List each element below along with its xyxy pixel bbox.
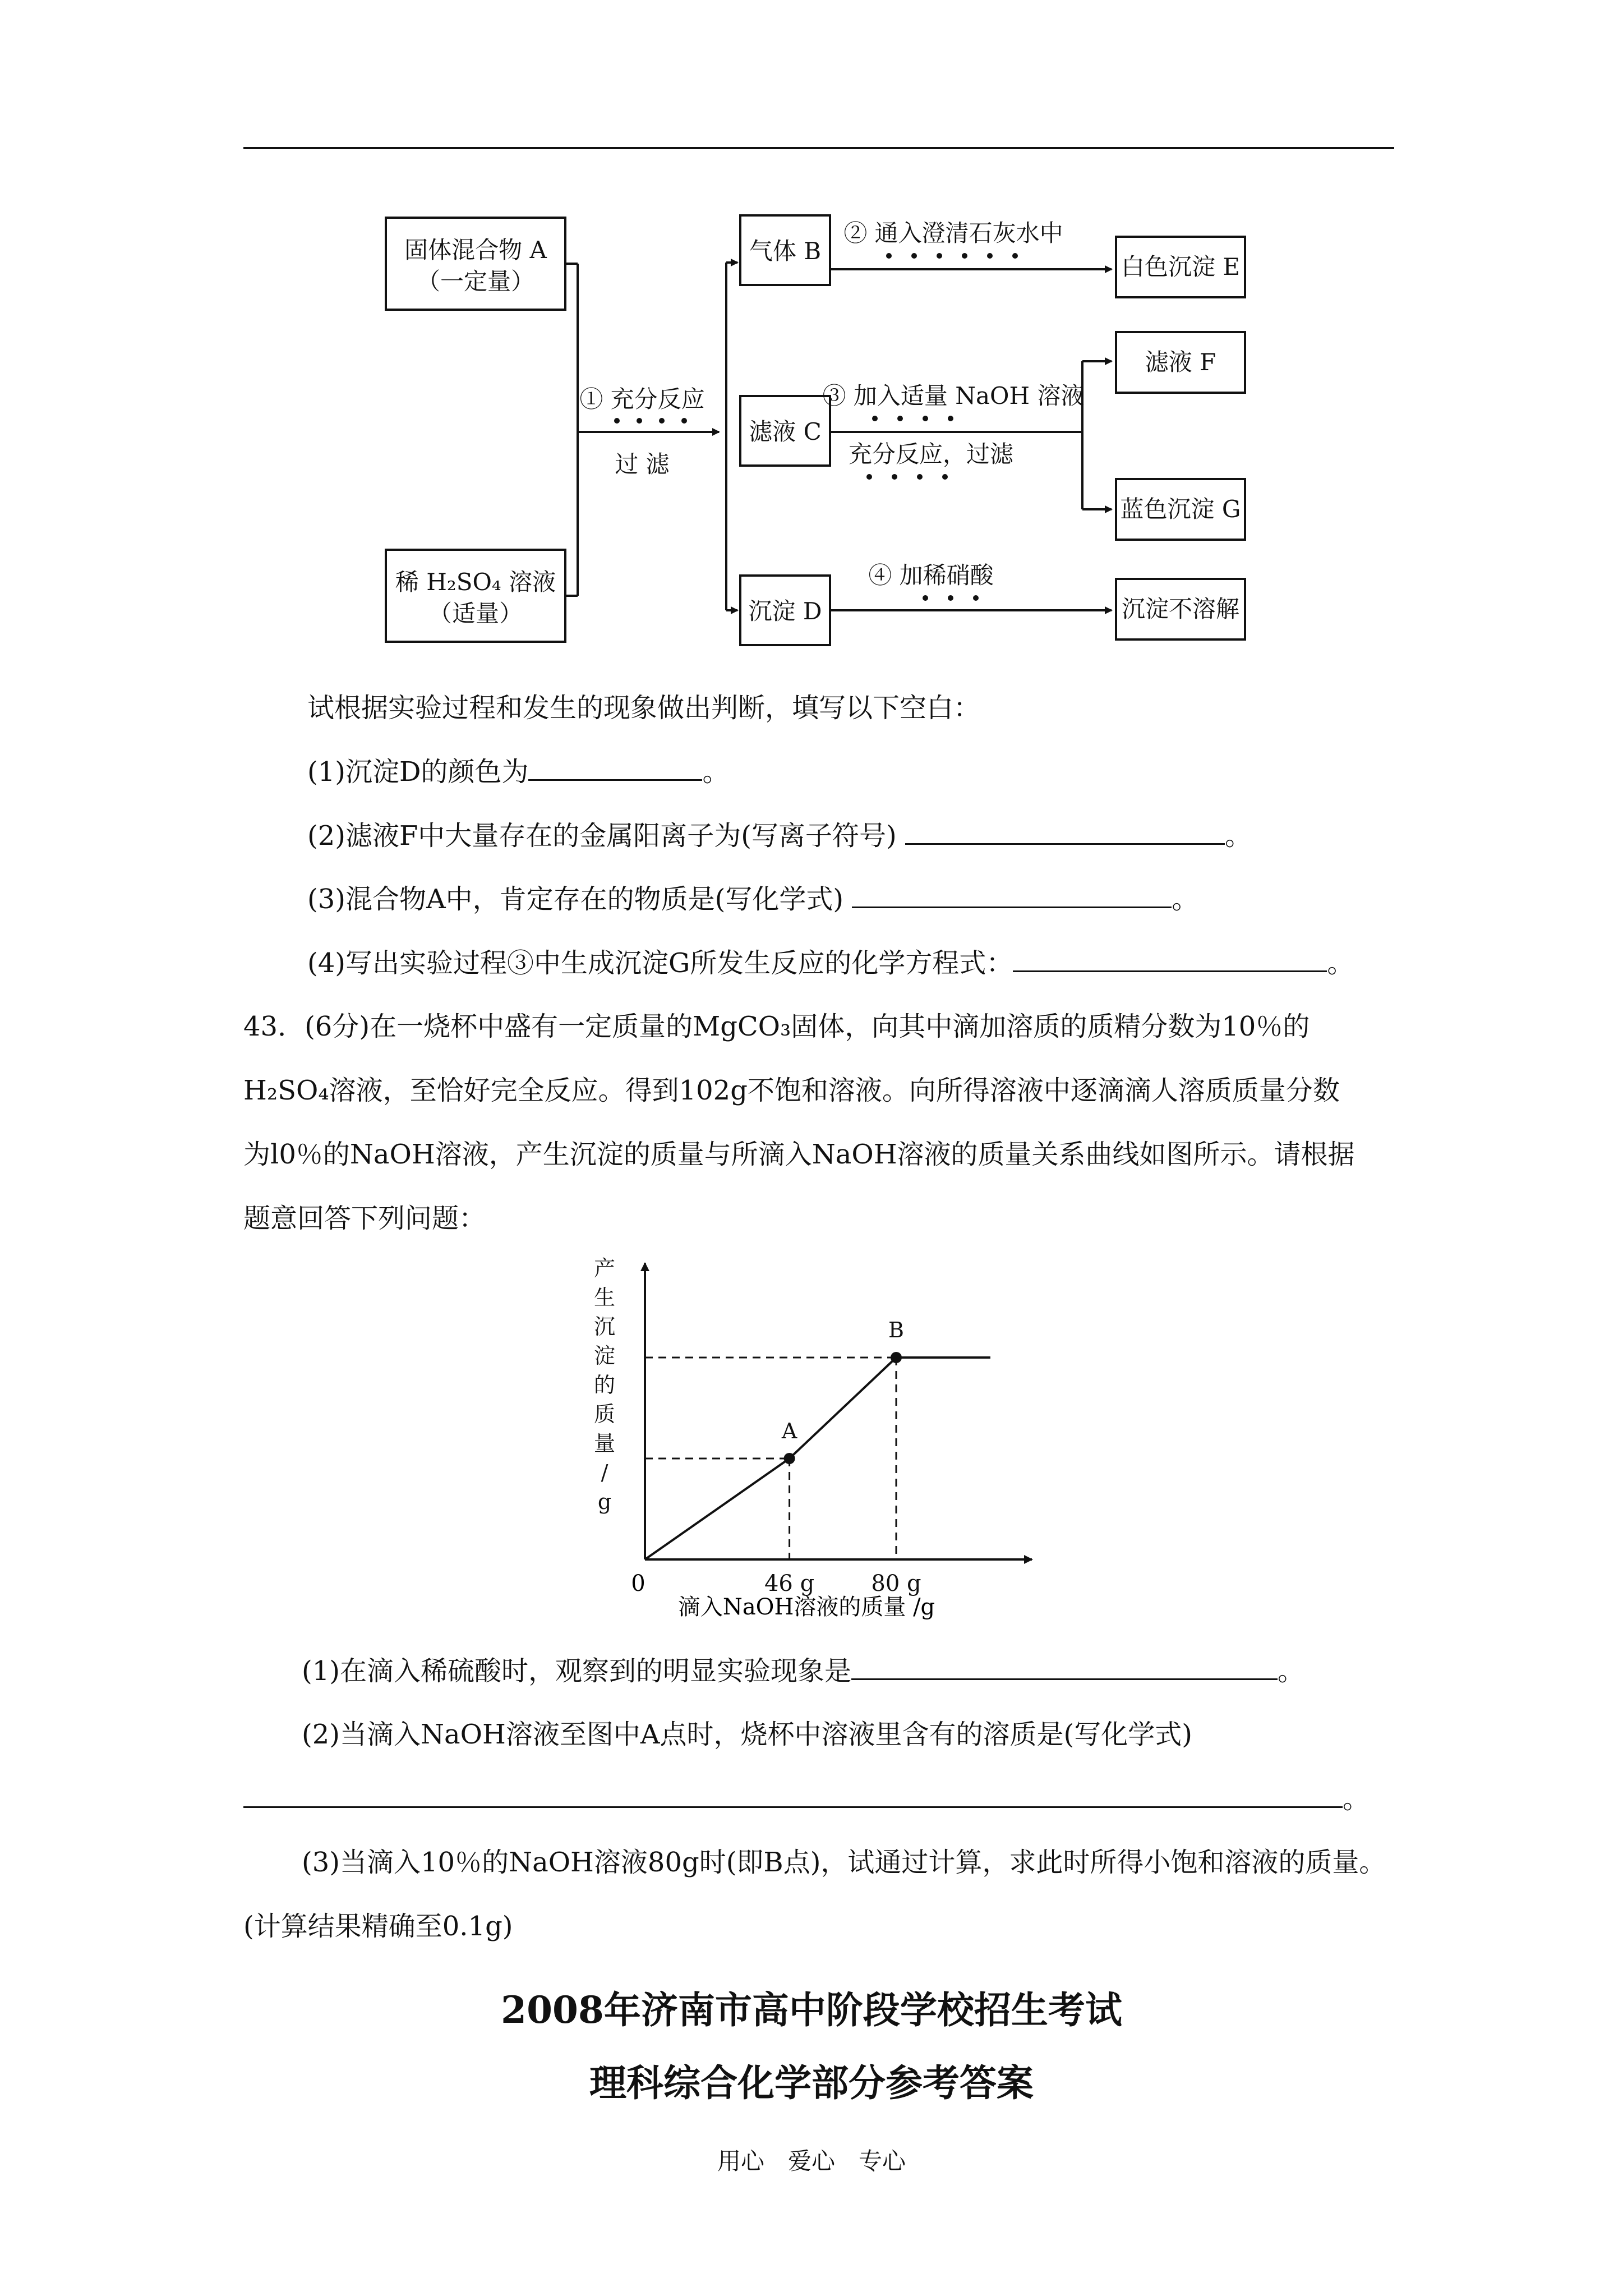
answer-blank-5[interactable] [851,1654,1278,1680]
q42-4: (4)写出实验过程③中生成沉淀G所发生反应的化学方程式： 。 [307,946,1354,980]
step3-label: ③ 加入适量 NaOH 溶液 [822,382,1085,409]
q43-line3: 为l0％的NaOH溶液，产生沉淀的质量与所滴入NaOH溶液的质量关系曲线如图所示。请根据 [243,1139,1355,1170]
q43-sub3: (3)当滴入10％的NaOH溶液80g时(即B点)，试通过计算，求此时所得小饱和溶液的质量。 [302,1847,1386,1878]
q43-line1: 43．(6分)在一烧杯中盛有一定质量的MgCO₃固体，向其中滴加溶质的质精分数为10％的 [243,1011,1310,1042]
y-label-char: 沉 [593,1314,616,1339]
footer-motto: 用心 爱心 专心 [717,2147,906,2175]
x-axis-label: 滴入NaOH溶液的质量 /g [677,1594,935,1620]
y-label-char: g [597,1489,612,1514]
header-rule [243,147,1394,149]
y-label-char: 的 [593,1373,616,1397]
box-h2so4-text-1: 稀 H₂SO₄ 溶液 [395,568,556,596]
step4-label: ④ 加稀硝酸 [868,562,994,589]
box-c-text: 滤液 C [749,418,822,445]
y-label-char: 质 [593,1402,616,1427]
point-label-B: B [888,1318,904,1342]
y-label-char: 生 [593,1285,616,1310]
step3-sub-label: 充分反应，过滤 [848,440,1014,468]
point-B [891,1352,902,1363]
y-label-char: 量 [593,1431,616,1456]
q43-sub3b: (计算结果精确至0.1g) [243,1911,513,1942]
q43-line4: 题意回答下列问题： [243,1203,486,1234]
origin-label: 0 [631,1571,645,1596]
y-label-char: / [601,1460,608,1485]
box-h2so4 [386,550,565,642]
step2-label: ② 通入澄清石灰水中 [843,219,1063,247]
q43-sub1: (1)在滴入稀硫酸时，观察到的明显实验现象是 。 [302,1654,1304,1688]
q42-3: (3)混合物A中，肯定存在的物质是(写化学式) 。 [307,882,1198,916]
q43-sub2-answer: 。 [243,1782,1370,1816]
box-d-text: 沉淀 D [748,597,822,625]
answer-title-2: 理科综合化学部分参考答案 [589,2061,1034,2105]
q43-sub2: (2)当滴入NaOH溶液至图中A点时，烧杯中溶液里含有的溶质是(写化学式) [302,1719,1192,1750]
q43-line2: H₂SO₄溶液，至恰好完全反应。得到102g不饱和溶液。向所得溶液中逐滴滴人溶质质量分数 [243,1075,1340,1106]
box-a-text-1: 固体混合物 A [404,236,547,264]
box-g-text: 蓝色沉淀 G [1120,495,1241,523]
answer-blank-2[interactable] [905,818,1225,845]
q42-2: (2)滤液F中大量存在的金属阳离子为(写离子符号) 。 [307,818,1252,853]
step1-label: ① 充分反应 [579,385,705,413]
box-f-text: 滤液 F [1145,348,1216,376]
y-label-char: 淀 [593,1343,616,1368]
box-solid-a [386,218,565,310]
x-tick-0: 46 g [764,1571,815,1596]
answer-blank-4[interactable] [1013,946,1327,972]
precipitate-chart [578,1257,1099,1627]
point-label-A: A [781,1419,797,1443]
box-e-text: 白色沉淀 E [1121,253,1241,280]
y-label-char: 产 [593,1257,616,1281]
x-tick-1: 80 g [871,1571,921,1596]
step1-sub-label: 过 滤 [615,450,670,478]
answer-title-1: 2008年济南市高中阶段学校招生考试 [501,1988,1122,2032]
box-a-text-2: （一定量） [416,268,535,295]
answer-blank-6[interactable] [243,1782,1343,1808]
q42-intro: 试根据实验过程和发生的现象做出判断，填写以下空白： [307,692,981,724]
box-insoluble-text: 沉淀不溶解 [1121,595,1240,623]
box-h2so4-text-2: （适量） [428,600,523,627]
y-axis-label [594,1257,615,1514]
point-A [784,1453,795,1464]
answer-blank-3[interactable] [852,882,1172,908]
box-b-text: 气体 B [749,237,822,265]
answer-blank-1[interactable] [528,754,702,781]
q42-1: (1)沉淀D的颜色为 。 [307,754,730,789]
flowchart [359,202,1279,662]
